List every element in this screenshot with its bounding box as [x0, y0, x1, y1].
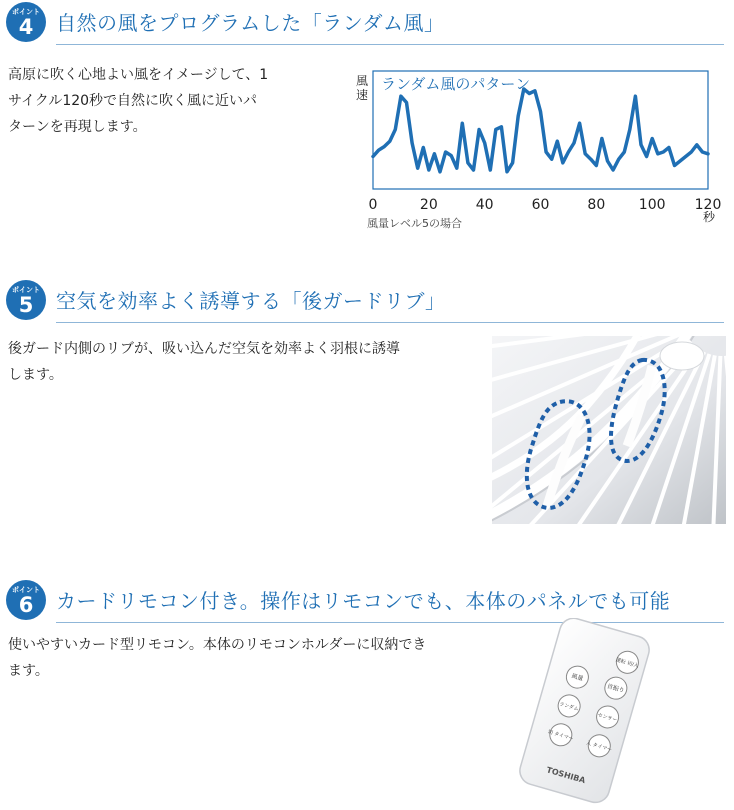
fan-speed-button-label: 風量 — [570, 672, 585, 683]
body-line: ターンを再現します。 — [8, 119, 147, 135]
body-line: 使いやすいカード型リモコン。本体のリモコンホルダーに収納でき — [8, 637, 427, 653]
on-timer-button-label: 入 タイマー — [585, 740, 613, 754]
chart-x-ticks — [369, 197, 722, 213]
motor-hub — [660, 342, 704, 370]
badge-label: ポイント — [12, 8, 40, 16]
badge-number: 5 — [18, 293, 34, 317]
body-line: 高原に吹く心地よい風をイメージして、1 — [8, 67, 269, 83]
point-badge — [6, 280, 46, 320]
point-badge — [6, 2, 46, 42]
chart-tick-label: 60 — [531, 197, 550, 213]
section-header — [0, 578, 734, 622]
section-title: 空気を効率よく誘導する「後ガードリブ」 — [56, 289, 446, 313]
random-button-label: ランダム — [558, 701, 580, 713]
chart-tick-label: 80 — [587, 197, 606, 213]
chart-xlabel: 秒 — [703, 210, 716, 224]
chart-ylabel-char2: 速 — [356, 88, 369, 102]
badge-number: 4 — [18, 15, 34, 39]
power-button-label: 運転 切/入 — [615, 657, 640, 670]
chart-tick-label: 20 — [419, 197, 438, 213]
section-body — [8, 62, 338, 140]
section-body — [8, 336, 478, 388]
header-rule — [56, 322, 724, 323]
brand-logo: TOSHIBA — [545, 765, 587, 786]
chart-tick-label: 120 — [694, 197, 722, 213]
chart-tick-label: 0 — [368, 197, 378, 213]
chart-title: ランダム風のパターン — [381, 75, 531, 93]
section-title: 自然の風をプログラムした「ランダム風」 — [56, 11, 445, 35]
chart-tick-label: 100 — [638, 197, 666, 213]
chart-note: 風量レベル5の場合 — [367, 217, 462, 230]
swing-button-label: 首振り — [606, 682, 626, 695]
section-title: カードリモコン付き。操作はリモコンでも、本体のパネルでも可能 — [56, 589, 671, 613]
chart-tick-label: 40 — [475, 197, 494, 213]
rear-guard-rib-photo — [492, 336, 726, 524]
badge-label: ポイント — [12, 286, 40, 294]
body-line: ます。 — [8, 663, 49, 679]
header-rule — [56, 44, 724, 45]
section-body — [8, 632, 478, 684]
random-wind-chart — [353, 69, 723, 239]
section-header — [0, 278, 734, 322]
badge-number: 6 — [18, 593, 34, 617]
body-line: 後ガード内側のリブが、吸い込んだ空気を効率よく羽根に誘導 — [8, 341, 400, 357]
sensor-button-label: センサー — [596, 712, 618, 724]
body-line: サイクル120秒で自然に吹く風に近いパ — [8, 93, 258, 109]
badge-label: ポイント — [12, 586, 40, 594]
off-timer-button-label: 切 タイマー — [547, 729, 575, 743]
body-line: します。 — [8, 367, 63, 383]
point-badge — [6, 580, 46, 620]
chart-ylabel-char1: 風 — [356, 74, 369, 88]
card-remote-photo — [508, 618, 658, 806]
chart-series-line — [373, 89, 708, 172]
section-header — [0, 0, 734, 44]
